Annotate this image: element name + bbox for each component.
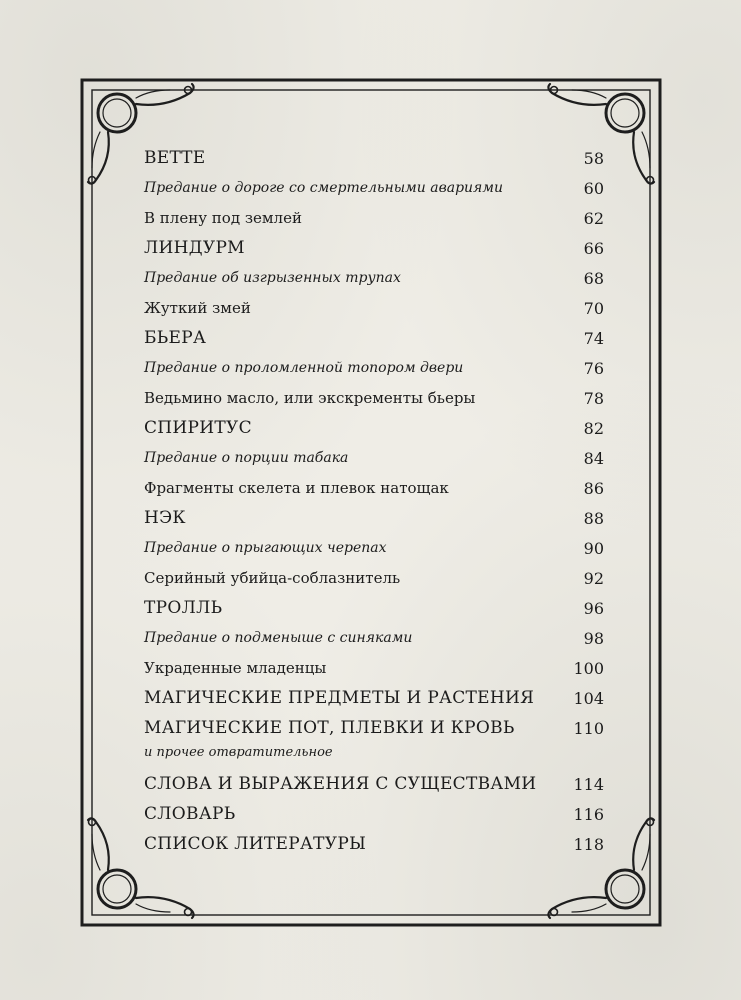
toc-entry[interactable] bbox=[144, 353, 604, 383]
toc-entry-page: 70 bbox=[583, 298, 604, 318]
toc-entry-page: 58 bbox=[583, 148, 604, 168]
toc-entry[interactable] bbox=[144, 443, 604, 473]
toc-entry-title: В плену под землей bbox=[144, 209, 302, 227]
toc-entry-title: СЛОВА И ВЫРАЖЕНИЯ С СУЩЕСТВАМИ bbox=[144, 774, 537, 794]
toc-entry[interactable] bbox=[144, 203, 604, 233]
toc-entry-page: 66 bbox=[583, 238, 604, 258]
toc-entry-title: СПИРИТУС bbox=[144, 418, 252, 438]
toc-entry-page: 82 bbox=[583, 418, 604, 438]
toc-entry[interactable] bbox=[144, 143, 604, 173]
toc-entry-title: ЛИНДУРМ bbox=[144, 238, 245, 258]
toc-entry[interactable] bbox=[144, 623, 604, 653]
toc-entry-title: Жуткий змей bbox=[144, 299, 251, 317]
toc-entry[interactable] bbox=[144, 683, 604, 713]
toc-entry-title: НЭК bbox=[144, 508, 186, 528]
table-of-contents bbox=[144, 143, 604, 859]
toc-entry[interactable] bbox=[144, 383, 604, 413]
toc-entry-title: Предание о дороге со смертельными авариями bbox=[144, 180, 503, 196]
toc-entry-title: ТРОЛЛЬ bbox=[144, 598, 223, 618]
toc-entry-title: Фрагменты скелета и плевок натощак bbox=[144, 479, 449, 497]
toc-entry-title: Предание о прыгающих черепах bbox=[144, 540, 387, 556]
toc-entry[interactable] bbox=[144, 413, 604, 443]
toc-entry-page: 92 bbox=[583, 568, 604, 588]
toc-entry[interactable] bbox=[144, 473, 604, 503]
toc-entry-page: 86 bbox=[583, 478, 604, 498]
toc-entry-page: 100 bbox=[573, 658, 604, 678]
toc-entry[interactable] bbox=[144, 173, 604, 203]
toc-entry-page: 76 bbox=[583, 358, 604, 378]
toc-entry-page: 68 bbox=[583, 268, 604, 288]
toc-entry-title: Предание о подменыше с синяками bbox=[144, 630, 413, 646]
toc-entry-page: 118 bbox=[573, 834, 604, 854]
toc-entry-title: Предание о проломленной топором двери bbox=[144, 360, 464, 376]
toc-entry[interactable] bbox=[144, 653, 604, 683]
toc-entry[interactable] bbox=[144, 263, 604, 293]
toc-entry-page: 90 bbox=[583, 538, 604, 558]
toc-entry-page: 98 bbox=[583, 628, 604, 648]
toc-entry[interactable] bbox=[144, 563, 604, 593]
toc-entry-page: 88 bbox=[583, 508, 604, 528]
toc-entry[interactable] bbox=[144, 323, 604, 353]
toc-entry-page: 78 bbox=[583, 388, 604, 408]
toc-entry-page: 110 bbox=[573, 718, 604, 738]
toc-entry-subtitle: и прочее отвратительное bbox=[144, 744, 333, 760]
toc-entry[interactable] bbox=[144, 293, 604, 323]
toc-entry-page: 84 bbox=[583, 448, 604, 468]
toc-entry-continuation bbox=[144, 743, 604, 769]
toc-entry-title: Ведьмино масло, или экскременты бьеры bbox=[144, 389, 476, 407]
toc-entry-title: ВЕТТЕ bbox=[144, 148, 206, 168]
toc-entry-title: СЛОВАРЬ bbox=[144, 804, 236, 824]
toc-entry[interactable] bbox=[144, 233, 604, 263]
toc-entry-title: СПИСОК ЛИТЕРАТУРЫ bbox=[144, 834, 367, 854]
toc-entry[interactable] bbox=[144, 593, 604, 623]
toc-entry-page: 114 bbox=[573, 774, 604, 794]
toc-entry-title: МАГИЧЕСКИЕ ПРЕДМЕТЫ И РАСТЕНИЯ bbox=[144, 688, 535, 708]
toc-entry-page: 62 bbox=[583, 208, 604, 228]
toc-entry[interactable] bbox=[144, 713, 604, 743]
toc-entry[interactable] bbox=[144, 799, 604, 829]
toc-entry-title: БЬЕРА bbox=[144, 328, 207, 348]
toc-entry-title: Предание о порции табака bbox=[144, 450, 349, 466]
toc-entry-page: 116 bbox=[573, 804, 604, 824]
toc-entry-title: Серийный убийца-соблазнитель bbox=[144, 569, 401, 587]
toc-entry[interactable] bbox=[144, 829, 604, 859]
toc-entry-page: 104 bbox=[573, 688, 604, 708]
toc-entry[interactable] bbox=[144, 769, 604, 799]
toc-entry[interactable] bbox=[144, 503, 604, 533]
toc-entry-page: 60 bbox=[583, 178, 604, 198]
toc-entry-page: 96 bbox=[583, 598, 604, 618]
toc-entry[interactable] bbox=[144, 533, 604, 563]
toc-entry-title: Предание об изгрызенных трупах bbox=[144, 270, 401, 286]
toc-entry-title: Украденные младенцы bbox=[144, 659, 327, 677]
toc-entry-title: МАГИЧЕСКИЕ ПОТ, ПЛЕВКИ И КРОВЬ bbox=[144, 718, 515, 738]
toc-entry-page: 74 bbox=[583, 328, 604, 348]
